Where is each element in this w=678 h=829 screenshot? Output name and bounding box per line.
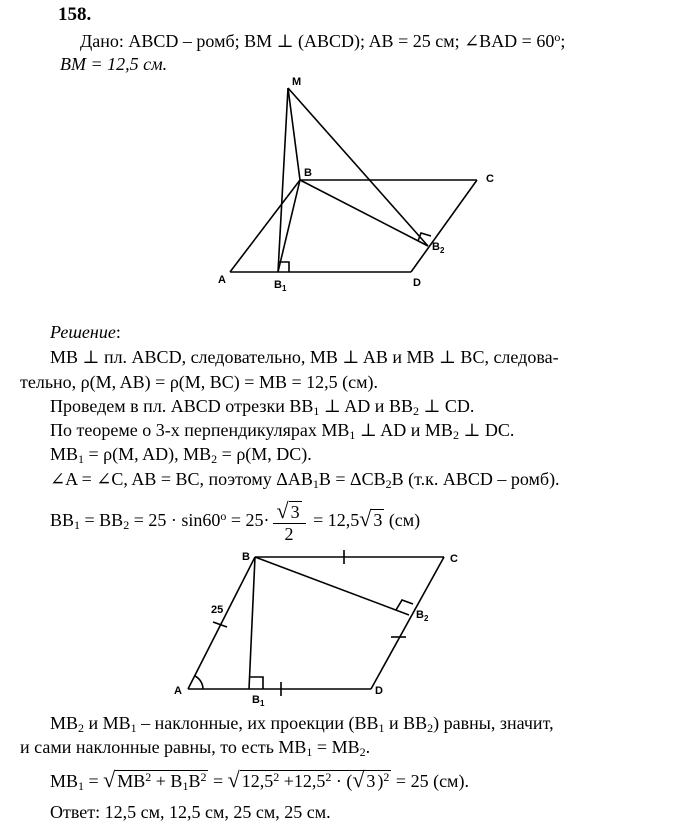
label-C: C (486, 173, 494, 185)
label2-B1: $B_1$ (252, 694, 265, 708)
solution-line-5: $MB_1 = \rho(M$, AD), $MB_2 = \rho(M$, DC). (50, 444, 312, 466)
label2-B: B (242, 551, 250, 563)
label-M: M (292, 76, 302, 88)
fraction-sqrt3-over-2: $\frac{√ 3}{2}$ (273, 500, 306, 544)
solution-line-3: Проведем в пл. ABCD отрезки $BB_1$ ⊥ AD и $BB_2$ ⊥ CD. (50, 396, 475, 418)
conclusion-line-1: $MB_2$ и $MB_1$ – наклонные, их проекции ($BB_1$ и $BB_2$) равны, значит, (50, 713, 554, 735)
label-A: A (218, 274, 226, 286)
solution-line-4: По теореме о 3-х перпендикулярах $MB_1$ ⊥ AD и $MB_2$ ⊥ DC. (50, 420, 515, 442)
label2-C: C (450, 553, 458, 565)
solution-line-2: тельно, ρ(M, AB) = ρ(M, BC) = MB = 12,5 (см). (20, 372, 378, 392)
conclusion-line-2: и сами наклонные равны, то есть $MB_1 = MB_2$. (20, 737, 371, 759)
label-B2: $B_2$ (432, 241, 445, 255)
answer-line: Ответ: 12,5 см, 12,5 см, 25 см, 25 см. (50, 802, 331, 822)
problem-number: 158. (58, 4, 92, 25)
equation-bb1: $BB_1 = BB_2 = 25 \cdot \sin 60^o = 25\cdot$ $\frac{√ 3}{2}$ = 12,5√ 3 (см) (50, 498, 421, 544)
label-B1: $B_1$ (274, 279, 287, 293)
label-D: D (413, 277, 421, 289)
label2-A: A (174, 685, 182, 697)
given-line-1: Дано: ABCD – ромб; BM ⊥ (ABCD); AB = 25 см; ∠BAD = $60^o$; (80, 30, 566, 51)
label2-side: 25 (211, 604, 224, 616)
label2-B2: $B_2$ (416, 609, 429, 623)
solution-heading: Решение: (50, 322, 121, 342)
label-B: B (304, 167, 312, 179)
solution-line-6: ∠A = ∠C, AB = BC, поэтому $\Delta AB_1B = \Delta CB_2B$ (т.к. ABCD – ромб). (50, 469, 560, 491)
label2-D: D (375, 685, 383, 697)
solution-line-1: MB ⊥ пл. ABCD, следовательно, MB ⊥ AB и MB ⊥ BC, следова- (50, 347, 559, 367)
equation-mb1: $MB_1$ = √ $MB^2 + B_1B^2$ = √ $12,5^2 +12,5^2$ · (√ 3 )$^2$ = 25 (см). (50, 767, 469, 793)
given-line-2: BM = 12,5 см. (60, 54, 168, 74)
